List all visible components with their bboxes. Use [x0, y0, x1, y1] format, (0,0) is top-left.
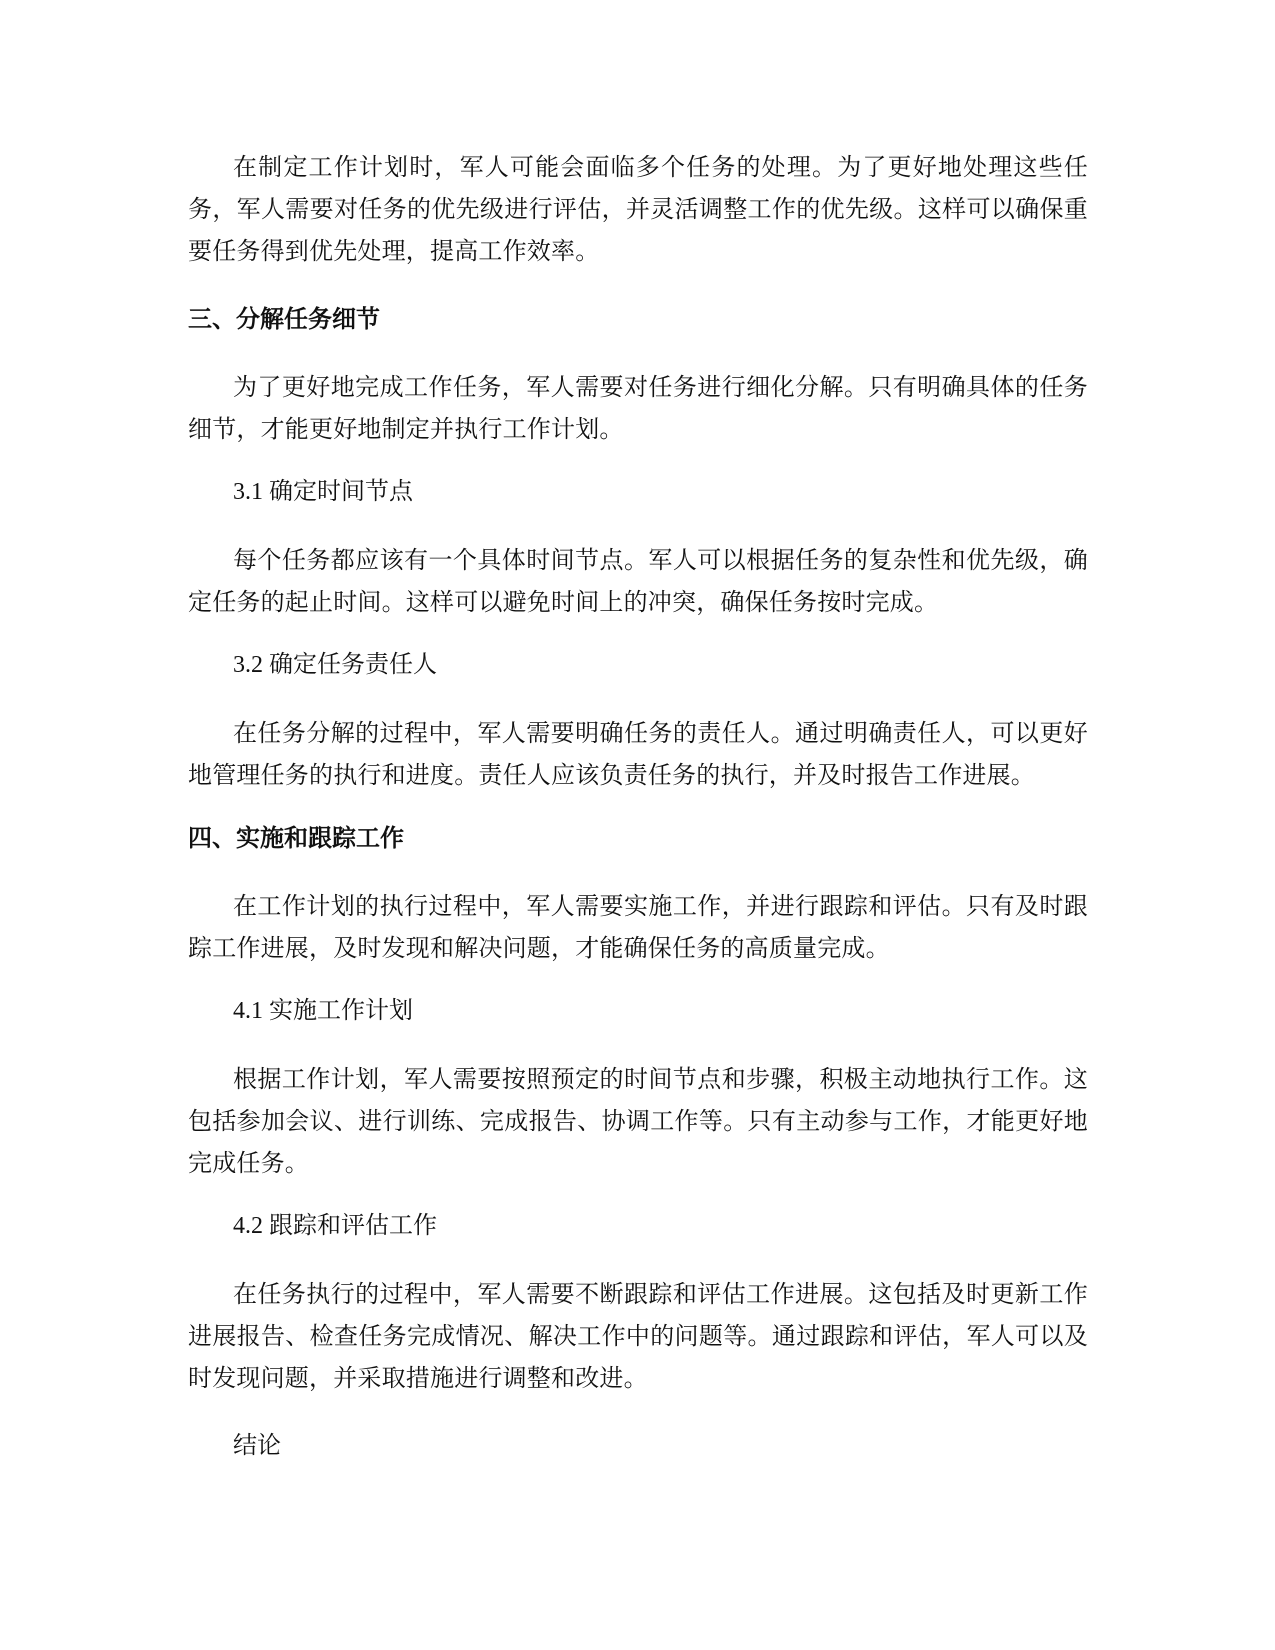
section-4-paragraph: 在工作计划的执行过程中，军人需要实施工作，并进行跟踪和评估。只有及时跟踪工作进展，及时发现和解决问题，才能确保任务的高质量完成。 — [188, 892, 1088, 962]
subsection-4-2-title: 4.2 跟踪和评估工作 — [233, 1213, 437, 1239]
subsection-3-1-paragraph: 每个任务都应该有一个具体时间节点。军人可以根据任务的复杂性和优先级，确定任务的起止时间。这样可以避免时间上的冲突，确保任务按时完成。 — [188, 546, 1088, 616]
section-4-heading: 四、实施和跟踪工作 — [188, 824, 404, 852]
section-3-paragraph: 为了更好地完成工作任务，军人需要对任务进行细化分解。只有明确具体的任务细节，才能更好地制定并执行工作计划。 — [188, 373, 1088, 443]
subsection-4-1-paragraph: 根据工作计划，军人需要按照预定的时间节点和步骤，积极主动地执行工作。这包括参加会议、进行训练、完成报告、协调工作等。只有主动参与工作，才能更好地完成任务。 — [188, 1065, 1088, 1177]
intro-paragraph: 在制定工作计划时，军人可能会面临多个任务的处理。为了更好地处理这些任务，军人需要对任务的优先级进行评估，并灵活调整工作的优先级。这样可以确保重要任务得到优先处理，提高工作效率。 — [188, 153, 1088, 265]
subsection-4-1-title: 4.1 实施工作计划 — [233, 998, 413, 1024]
document-body — [188, 146, 1088, 1467]
subsection-4-2-paragraph: 在任务执行的过程中，军人需要不断跟踪和评估工作进展。这包括及时更新工作进展报告、检查任务完成情况、解决工作中的问题等。通过跟踪和评估，军人可以及时发现问题，并采取措施进行调整和改进。 — [188, 1280, 1088, 1392]
subsection-3-1-title: 3.1 确定时间节点 — [233, 479, 413, 505]
conclusion-label: 结论 — [233, 1433, 281, 1459]
subsection-3-2-paragraph: 在任务分解的过程中，军人需要明确任务的责任人。通过明确责任人，可以更好地管理任务的执行和进度。责任人应该负责任务的执行，并及时报告工作进展。 — [188, 719, 1088, 789]
subsection-3-2-title: 3.2 确定任务责任人 — [233, 652, 437, 678]
section-3-heading: 三、分解任务细节 — [188, 305, 380, 333]
